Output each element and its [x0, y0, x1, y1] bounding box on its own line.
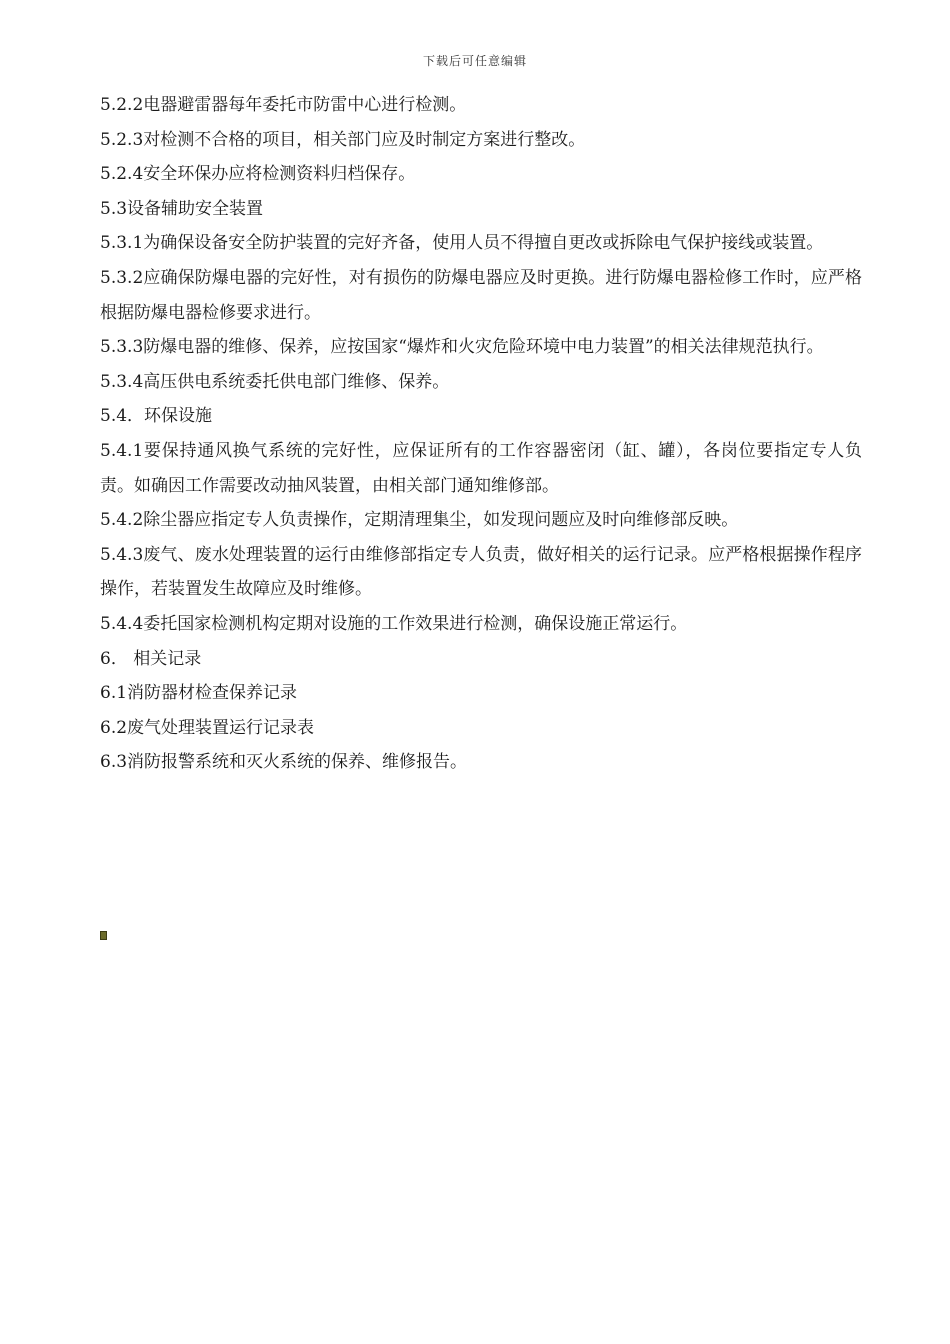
paragraph-5-2-3: 5.2.3对检测不合格的项目，相关部门应及时制定方案进行整改。	[100, 129, 586, 150]
paragraph-5-4-3: 5.4.3废气、废水处理装置的运行由维修部指定专人负责，做好相关的运行记录。应严格根据操作程序操作，若装置发生故障应及时维修。	[100, 544, 862, 600]
paragraph-6-2: 6.2废气处理装置运行记录表	[100, 717, 315, 738]
small-image-mark-icon	[100, 931, 107, 940]
paragraph-5-3-2: 5.3.2应确保防爆电器的完好性，对有损伤的防爆电器应及时更换。进行防爆电器检修工作时，应严格根据防爆电器检修要求进行。	[100, 267, 862, 323]
section-heading-5-4: 5.4．环保设施	[100, 406, 213, 427]
paragraph-5-2-2: 5.2.2电器避雷器每年委托市防雷中心进行检测。	[100, 95, 467, 115]
document-body	[100, 88, 862, 780]
paragraph-5-4-2: 5.4.2除尘器应指定专人负责操作，定期清理集尘，如发现问题应及时向维修部反映。	[100, 510, 739, 531]
paragraph-5-3-4: 5.3.4高压供电系统委托供电部门维修、保养。	[100, 371, 450, 392]
paragraph-5-3-3: 5.3.3防爆电器的维修、保养，应按国家“爆炸和火灾危险环境中电力装置”的相关法律规范执行。	[100, 337, 824, 358]
paragraph-5-3-1: 5.3.1为确保设备安全防护装置的完好齐备，使用人员不得擅自更改或拆除电气保护接线或装置。	[100, 233, 824, 254]
paragraph-6-1: 6.1消防器材检查保养记录	[100, 683, 298, 704]
paragraph-5-2-4: 5.2.4安全环保办应将检测资料归档保存。	[100, 164, 416, 185]
paragraph-5-4-1: 5.4.1要保持通风换气系统的完好性，应保证所有的工作容器密闭（缸、罐），各岗位要指定专人负责。如确因工作需要改动抽风装置，由相关部门通知维修部。	[100, 440, 862, 496]
page-header: 下载后可任意编辑	[422, 54, 527, 68]
section-heading-5-3: 5.3设备辅助安全装置	[100, 198, 264, 219]
section-heading-6: 6． 相关记录	[100, 648, 202, 669]
paragraph-5-4-4: 5.4.4委托国家检测机构定期对设施的工作效果进行检测，确保设施正常运行。	[100, 613, 688, 634]
paragraph-6-3: 6.3消防报警系统和灭火系统的保养、维修报告。	[100, 752, 468, 773]
